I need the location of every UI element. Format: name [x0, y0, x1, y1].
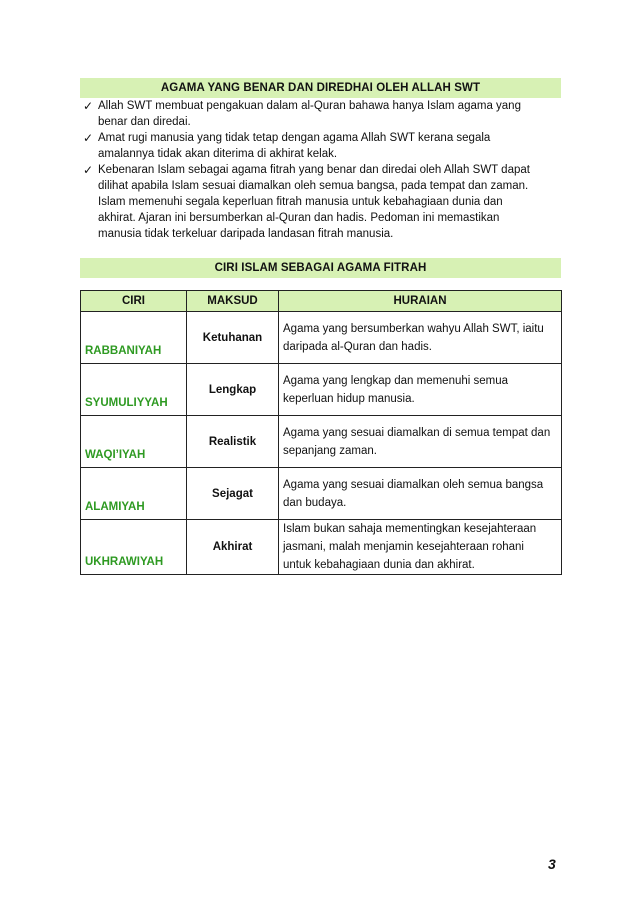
- ciri-cell: WAQI’IYAH: [81, 416, 187, 468]
- column-header-ciri: CIRI: [81, 291, 187, 312]
- bullet-item: [80, 130, 561, 162]
- maksud-cell: Lengkap: [187, 364, 279, 416]
- maksud-cell: Sejagat: [187, 468, 279, 520]
- maksud-cell: Ketuhanan: [187, 312, 279, 364]
- bullet-item: [80, 162, 561, 242]
- table-row: [81, 312, 562, 364]
- bullet-line: Amat rugi manusia yang tidak tetap dengan agama Allah SWT kerana segala: [98, 132, 491, 144]
- huraian-line: Agama yang bersumberkan wahyu Allah SWT, iaitu: [283, 322, 544, 335]
- huraian-line: daripada al-Quran dan hadis.: [283, 340, 432, 353]
- table-row: [81, 416, 562, 468]
- huraian-cell: [279, 468, 562, 520]
- column-header-maksud: MAKSUD: [187, 291, 279, 312]
- table-header-row: [81, 291, 562, 312]
- ciri-cell: RABBANIYAH: [81, 312, 187, 364]
- section-heading-agama-benar: AGAMA YANG BENAR DAN DIREDHAI OLEH ALLAH SWT: [80, 78, 561, 98]
- huraian-cell: [279, 520, 562, 575]
- huraian-cell: [279, 364, 562, 416]
- bullet-line: amalannya tidak akan diterima di akhirat kelak.: [98, 148, 338, 160]
- table-row: [81, 520, 562, 575]
- maksud-cell: Akhirat: [187, 520, 279, 575]
- ciri-table: [80, 290, 562, 575]
- maksud-cell: Realistik: [187, 416, 279, 468]
- huraian-line: Agama yang sesuai diamalkan oleh semua bangsa: [283, 478, 544, 491]
- bullet-line: akhirat. Ajaran ini bersumberkan al-Quran dan hadis. Pedoman ini memastikan: [98, 212, 500, 224]
- huraian-line: dan budaya.: [283, 496, 347, 509]
- huraian-line: keperluan hidup manusia.: [283, 392, 415, 405]
- huraian-cell: [279, 416, 562, 468]
- huraian-line: sepanjang zaman.: [283, 444, 377, 457]
- bullet-line: benar dan diredai.: [98, 116, 191, 128]
- ciri-cell: ALAMIYAH: [81, 468, 187, 520]
- huraian-line: Islam bukan sahaja mementingkan kesejahteraan: [283, 523, 537, 535]
- bullet-line: Kebenaran Islam sebagai agama fitrah yang benar dan diredai oleh Allah SWT dapat: [98, 164, 530, 176]
- table-row: [81, 468, 562, 520]
- ciri-cell: UKHRAWIYAH: [81, 520, 187, 575]
- checkmark-icon: ✓: [83, 99, 94, 113]
- bullet-line: manusia tidak terkeluar daripada landasan fitrah manusia.: [98, 228, 394, 240]
- huraian-line: jasmani, malah menjamin kesejahteraan rohani: [283, 541, 524, 553]
- bullet-list: [80, 98, 561, 242]
- checkmark-icon: ✓: [83, 163, 94, 177]
- bullet-line: Allah SWT membuat pengakuan dalam al-Quran bahawa hanya Islam agama yang: [98, 100, 521, 112]
- huraian-line: untuk kebahagiaan dunia dan akhirat.: [283, 559, 475, 571]
- bullet-line: dilihat apabila Islam sesuai diamalkan oleh semua bangsa, pada tempat dan zaman.: [98, 180, 529, 192]
- bullet-line: Islam memenuhi segala keperluan fitrah manusia untuk kebahagiaan dunia dan: [98, 196, 503, 208]
- section-heading-ciri-islam: CIRI ISLAM SEBAGAI AGAMA FITRAH: [80, 258, 561, 278]
- huraian-line: Agama yang sesuai diamalkan di semua tempat dan: [283, 426, 551, 439]
- table-row: [81, 364, 562, 416]
- checkmark-icon: ✓: [83, 131, 94, 145]
- page-number: 3: [548, 856, 556, 872]
- bullet-item: [80, 98, 561, 130]
- huraian-cell: [279, 312, 562, 364]
- ciri-cell: SYUMULIYYAH: [81, 364, 187, 416]
- column-header-huraian: HURAIAN: [279, 291, 562, 312]
- huraian-line: Agama yang lengkap dan memenuhi semua: [283, 374, 509, 387]
